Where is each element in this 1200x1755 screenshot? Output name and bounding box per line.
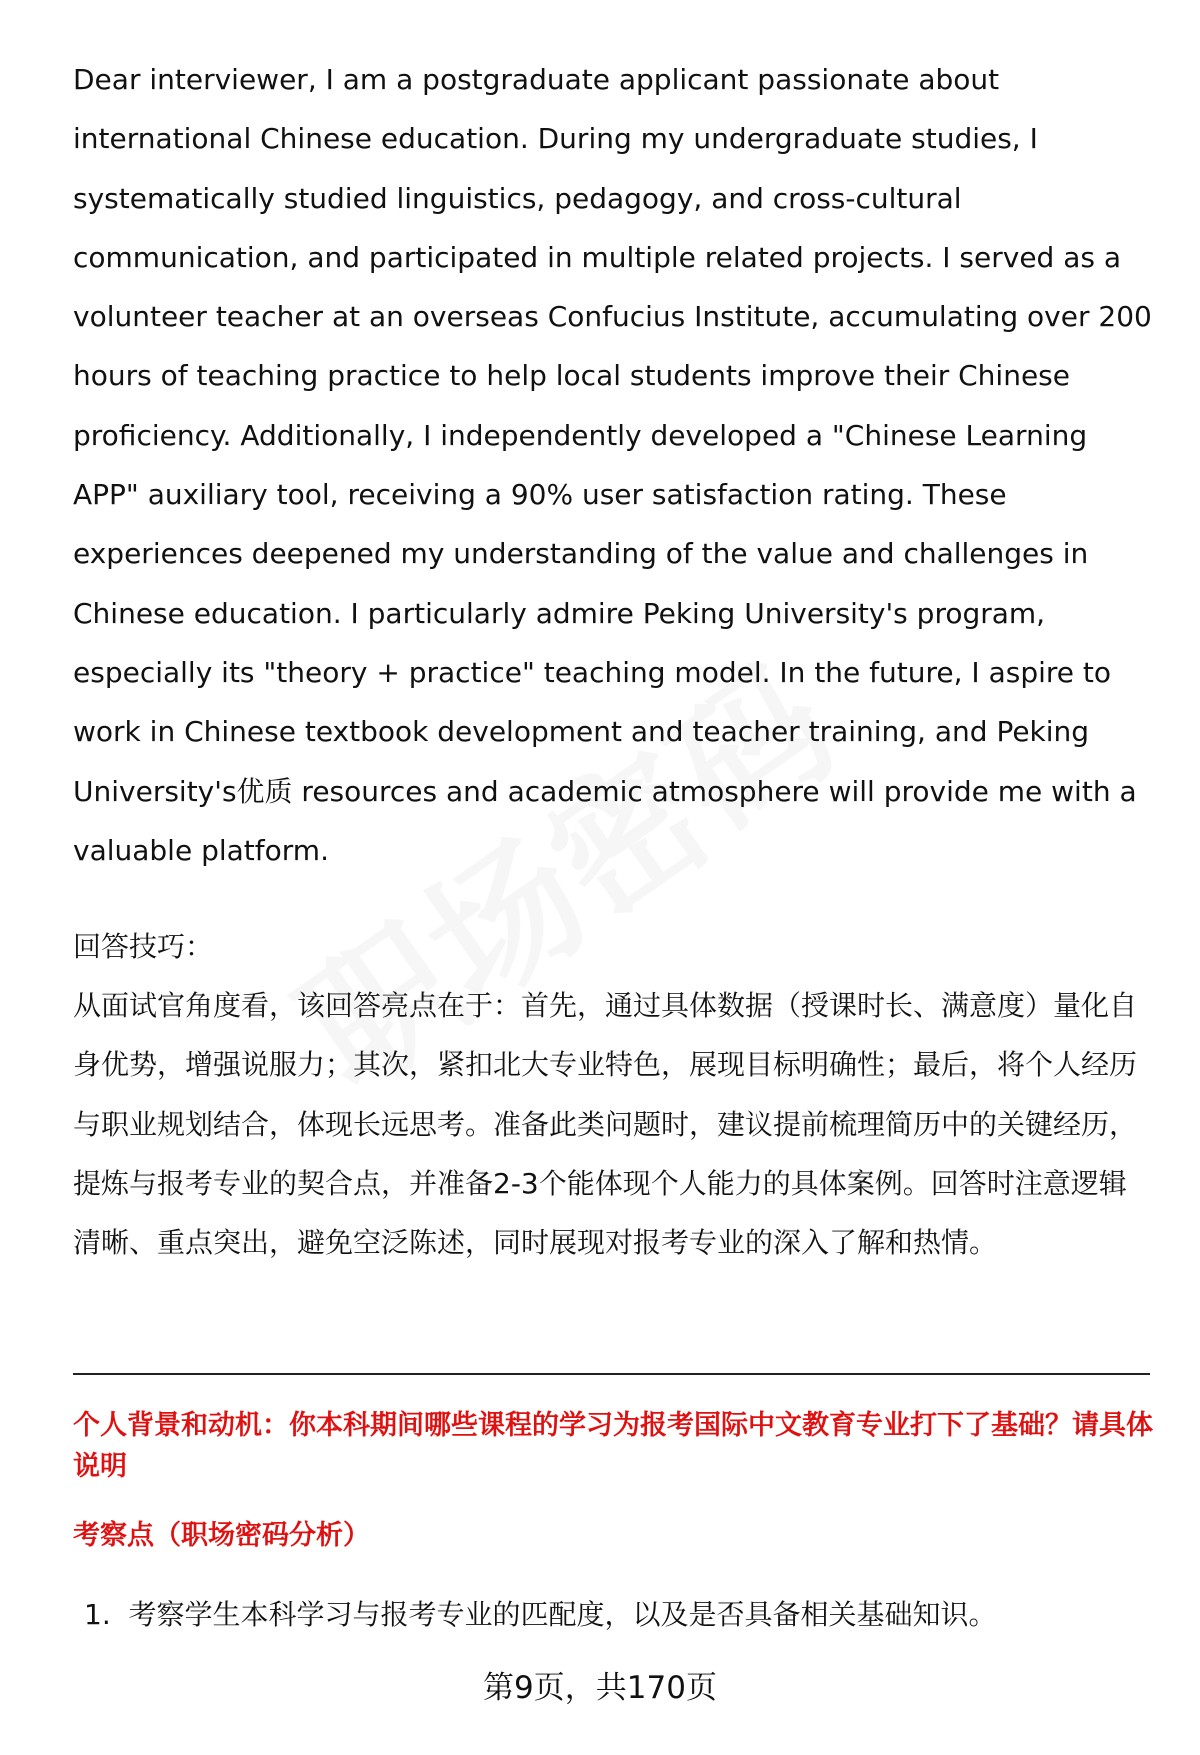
tips-body: 从面试官角度看，该回答亮点在于：首先，通过具体数据（授课时长、满意度）量化自身优势，增强说服力；其次，紧扣北大专业特色，展现目标明确性；最后，将个人经历与职业规划结合，体现长远思考。准备此类问题时，建议提前梳理简历中的关键经历，提炼与报考专业的契合点，并准备2-3个能体现个人能力的具体案例。回答时注意逻辑清晰、重点突出，避免空泛陈述，同时展现对报考专业的深入了解和热情。 (73, 989, 1138, 1260)
sample-answer: Dear interviewer, I am a postgraduate applicant passionate about international Chinese education. During my undergraduate studies, I systematically studied linguistics, pedagogy, and cross-cultural communication, and participated in multiple related projects. I served as a volunteer teacher at an overseas Confucius Institute, accumulating over 200 hours of teaching practice to help local students improve their Chinese proficiency. Additionally, I independently developed a "Chinese Learning APP" auxiliary tool, receiving a 90% user satisfaction rating. These experiences deepened my understanding of the value and challenges in Chinese education. I particularly admire Peking University's program, especially its "theory + practice" teaching model. In the future, I aspire to work in Chinese textbook development and teacher training, and Peking University's优质 resources and academic atmosphere will provide me with a valuable platform. (73, 63, 1152, 867)
tips-label: 回答技巧： (73, 930, 214, 963)
section-divider (73, 1373, 1150, 1375)
list-item (84, 1593, 997, 1637)
page-number: 第9页，共170页 (483, 1670, 717, 1706)
list-text: 考察学生本科学习与报考专业的匹配度，以及是否具备相关基础知识。 (128, 1598, 997, 1631)
question-title: 个人背景和动机：你本科期间哪些课程的学习为报考国际中文教育专业打下了基础？请具体说明 (73, 1410, 1153, 1482)
list-number: 1. (84, 1598, 111, 1631)
assessment-point-heading: 考察点（职场密码分析） (73, 1520, 370, 1551)
